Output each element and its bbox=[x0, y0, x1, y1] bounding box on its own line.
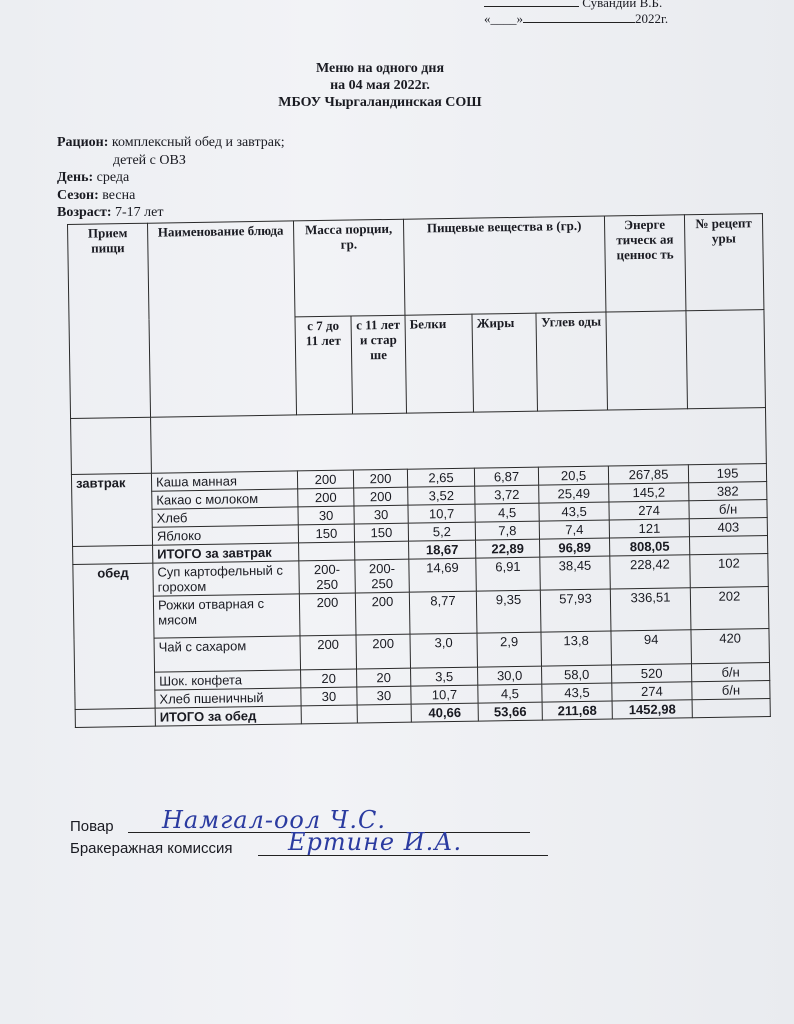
protein: 10,7 bbox=[411, 685, 478, 704]
dish-name: Какао с молоком bbox=[152, 489, 298, 509]
mass-7-11: 30 bbox=[301, 687, 357, 706]
protein: 14,69 bbox=[409, 558, 477, 592]
menu-meta bbox=[57, 134, 285, 222]
carbs: 57,93 bbox=[540, 589, 611, 632]
protein: 8,77 bbox=[409, 591, 477, 634]
header-mass: Масса порции, гр. bbox=[293, 219, 405, 317]
meal-breakfast: завтрак bbox=[71, 473, 152, 546]
mass-7-11: 200 bbox=[297, 470, 353, 489]
fat: 3,72 bbox=[475, 485, 539, 504]
header-age-11-plus: с 11 лет и стар ше bbox=[351, 315, 407, 414]
carbs: 58,0 bbox=[542, 665, 612, 684]
carbs: 25,49 bbox=[539, 484, 609, 503]
age-value: 7-17 лет bbox=[115, 205, 164, 220]
recipe-number: б/н bbox=[689, 500, 767, 519]
cook-signature-line bbox=[70, 806, 386, 835]
menu-table bbox=[67, 213, 771, 728]
commission-label: Бракеражная комиссия bbox=[70, 840, 233, 857]
carbs: 13,8 bbox=[541, 631, 612, 666]
header-recipe: № рецепт уры bbox=[684, 214, 763, 311]
total-fat: 22,89 bbox=[476, 539, 540, 558]
protein: 10,7 bbox=[408, 504, 475, 523]
dish-name: Шок. конфета bbox=[155, 670, 301, 690]
energy: 274 bbox=[609, 501, 689, 520]
mass-7-11: 200-250 bbox=[299, 560, 356, 594]
recipe-number: б/н bbox=[692, 663, 770, 682]
mass-11-plus: 30 bbox=[357, 686, 411, 705]
mass-11-plus: 20 bbox=[357, 668, 411, 687]
document-title bbox=[230, 60, 530, 111]
title-line-3: МБОУ Чыргаландинская СОШ bbox=[278, 95, 482, 110]
total-energy: 1452,98 bbox=[612, 700, 692, 719]
dish-name: Хлеб bbox=[152, 507, 298, 527]
energy: 94 bbox=[611, 630, 692, 665]
energy: 121 bbox=[609, 519, 689, 538]
mass-7-11: 30 bbox=[298, 506, 354, 525]
energy: 228,42 bbox=[610, 555, 691, 589]
age-label: Возраст: bbox=[57, 205, 112, 220]
carbs: 7,4 bbox=[539, 520, 609, 539]
fat: 7,8 bbox=[475, 521, 539, 540]
approval-date-suffix: 2022г. bbox=[635, 11, 669, 26]
energy: 274 bbox=[612, 682, 692, 701]
title-line-1: Меню на одного дня bbox=[315, 61, 445, 76]
mass-11-plus: 150 bbox=[354, 523, 408, 542]
header-fat: Жиры bbox=[472, 313, 538, 412]
commission-signature: Ертине И.А. bbox=[288, 828, 463, 856]
title-line-2: на 04 мая 2022г. bbox=[330, 78, 430, 93]
mass-7-11: 20 bbox=[301, 669, 357, 688]
header-carbs: Углев оды bbox=[536, 312, 608, 411]
protein: 3,52 bbox=[408, 486, 475, 505]
dish-name: Суп картофельный с горохом bbox=[153, 561, 300, 596]
total-energy: 808,05 bbox=[610, 537, 690, 556]
recipe-number: 403 bbox=[689, 518, 767, 537]
total-carbs: 211,68 bbox=[542, 701, 612, 720]
protein: 3,5 bbox=[411, 667, 478, 686]
mass-11-plus: 200 bbox=[355, 592, 410, 635]
approval-signer: Сувандии В.Б. bbox=[582, 0, 663, 10]
dish-name: Каша манная bbox=[151, 471, 297, 491]
approval-date-line bbox=[484, 10, 704, 27]
header-meal: Прием пищи bbox=[68, 223, 151, 418]
total-protein: 18,67 bbox=[409, 540, 476, 559]
day-label: День: bbox=[57, 170, 94, 185]
ration-value-2: детей с ОВЗ bbox=[113, 152, 186, 168]
header-dish: Наименование блюда bbox=[147, 221, 296, 417]
carbs: 38,45 bbox=[540, 556, 611, 590]
protein: 3,0 bbox=[410, 633, 478, 668]
dish-name: Рожки отварная с мясом bbox=[153, 594, 300, 638]
fat: 4,5 bbox=[475, 503, 539, 522]
mass-11-plus: 200 bbox=[356, 634, 411, 669]
carbs: 43,5 bbox=[542, 683, 612, 702]
meal-lunch: обед bbox=[73, 563, 155, 709]
commission-signature-line bbox=[70, 828, 463, 857]
header-protein: Белки bbox=[405, 314, 474, 413]
total-carbs: 96,89 bbox=[540, 538, 610, 557]
protein: 5,2 bbox=[408, 522, 475, 541]
fat: 30,0 bbox=[478, 666, 542, 685]
mass-7-11: 200 bbox=[298, 488, 354, 507]
mass-7-11: 200 bbox=[300, 635, 357, 670]
carbs: 43,5 bbox=[539, 502, 609, 521]
fat: 4,5 bbox=[478, 684, 542, 703]
energy: 520 bbox=[612, 664, 692, 683]
dish-name: Хлеб пшеничный bbox=[155, 688, 301, 708]
recipe-number: 195 bbox=[688, 464, 766, 483]
total-fat: 53,66 bbox=[478, 702, 542, 721]
mass-11-plus: 200 bbox=[353, 469, 407, 488]
fat: 6,87 bbox=[474, 467, 538, 486]
header-energy: Энерге тическ ая ценнос ть bbox=[604, 215, 685, 312]
mass-7-11: 150 bbox=[298, 524, 354, 543]
energy: 145,2 bbox=[609, 483, 689, 502]
season-label: Сезон: bbox=[57, 187, 99, 203]
mass-7-11: 200 bbox=[299, 593, 356, 636]
day-value: среда bbox=[96, 170, 130, 185]
recipe-number: 420 bbox=[691, 629, 770, 664]
energy: 267,85 bbox=[608, 465, 688, 484]
protein: 2,65 bbox=[407, 468, 474, 487]
cook-label: Повар bbox=[70, 818, 114, 835]
season-value: весна bbox=[102, 187, 136, 203]
recipe-number: 102 bbox=[690, 554, 769, 588]
fat: 9,35 bbox=[476, 590, 541, 633]
mass-11-plus: 200-250 bbox=[355, 559, 410, 593]
lunch-total-label: ИТОГО за обед bbox=[155, 706, 301, 726]
header-row bbox=[68, 214, 764, 321]
ration-label: Рацион: bbox=[57, 135, 109, 150]
recipe-number: 382 bbox=[689, 482, 767, 501]
header-age-7-11: с 7 до 11 лет bbox=[295, 316, 353, 415]
header-nutrients: Пищевые вещества в (гр.) bbox=[403, 216, 606, 315]
cook-signature: Намгал-оол Ч.С. bbox=[162, 806, 386, 834]
ration-value: комплексный обед и завтрак; bbox=[111, 135, 285, 150]
mass-11-plus: 200 bbox=[354, 487, 408, 506]
breakfast-total-label: ИТОГО за завтрак bbox=[153, 543, 299, 563]
approval-date-prefix: «____» bbox=[484, 11, 523, 26]
fat: 2,9 bbox=[477, 632, 542, 667]
recipe-number: б/н bbox=[692, 681, 770, 700]
dish-name: Яблоко bbox=[152, 525, 298, 545]
recipe-number: 202 bbox=[690, 587, 769, 630]
fat: 6,91 bbox=[476, 557, 541, 591]
carbs: 20,5 bbox=[538, 466, 608, 485]
total-protein: 40,66 bbox=[411, 703, 478, 722]
dish-name: Чай с сахаром bbox=[154, 636, 301, 672]
energy: 336,51 bbox=[610, 588, 691, 631]
mass-11-plus: 30 bbox=[354, 505, 408, 524]
